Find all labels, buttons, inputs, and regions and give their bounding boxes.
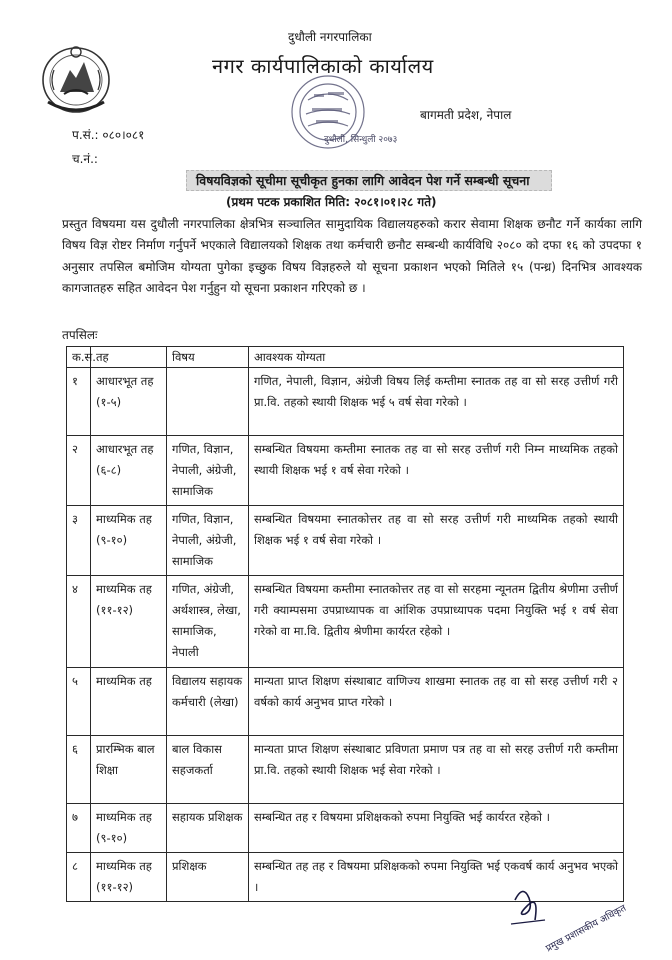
reference-number: प.सं.: ०८०।०८१ — [72, 128, 145, 142]
table-row — [67, 576, 624, 668]
municipality-name: दुधौली नगरपालिका — [288, 30, 372, 44]
row-subject: गणित, अंग्रेजी, अर्थशास्त्र, लेखा, सामाजिक, नेपाली — [167, 576, 249, 668]
table-row — [67, 804, 624, 853]
table-row — [67, 368, 624, 436]
header-sn: क.स. — [67, 347, 91, 368]
table-row — [67, 506, 624, 576]
row-qualification: गणित, नेपाली, विज्ञान, अंग्रेजी विषय लिई कम्तीमा स्नातक तह वा सो सरह उत्तीर्ण गरी प्रा.वि. तहको स्थायी शिक्षक भई ५ वर्ष सेवा गरेको । — [249, 368, 624, 436]
row-level: माध्यमिक तह (११-१२) — [91, 853, 167, 902]
notice-title: विषयविज्ञको सूचीमा सूचीकृत हुनका लागि आवेदन पेश गर्ने सम्बन्धी सूचना — [196, 173, 530, 188]
row-sn: २ — [67, 436, 91, 506]
row-qualification: सम्बन्धित तह तह र विषयमा प्रशिक्षकको रुपमा नियुक्ति भई एकवर्ष कार्य अनुभव भएको । — [249, 853, 624, 902]
row-level: आधारभूत तह (१-५) — [91, 368, 167, 436]
dispatch-number: च.नं.: — [72, 152, 98, 166]
published-date: (प्रथम पटक प्रकाशित मिति: २०८१।०१।२८ गते) — [226, 195, 437, 209]
row-level: आधारभूत तह (६-८) — [91, 436, 167, 506]
table-row — [67, 736, 624, 804]
row-level: माध्यमिक तह (९-१०) — [91, 804, 167, 853]
row-subject: गणित, विज्ञान, नेपाली, अंग्रेजी, सामाजिक — [167, 436, 249, 506]
province-name: बागमती प्रदेश, नेपाल — [420, 108, 512, 122]
row-qualification: सम्बन्धित विषयमा स्नातकोत्तर तह वा सो सरह उत्तीर्ण गरी माध्यमिक तहको स्थायी शिक्षक भई १ वर्ष सेवा गरेको । — [249, 506, 624, 576]
row-sn: ५ — [67, 668, 91, 736]
row-subject: बाल विकास सहजकर्ता — [167, 736, 249, 804]
table-row — [67, 668, 624, 736]
office-name: नगर कार्यपालिकाको कार्यालय — [212, 54, 434, 78]
row-qualification: मान्यता प्राप्त शिक्षण संस्थाबाट वाणिज्य शाखमा स्नातक तह वा सो सरह उत्तीर्ण गरी २ वर्षको कार्य अनुभव प्राप्त गरेको । — [249, 668, 624, 736]
row-level: प्रारम्भिक बाल शिक्षा — [91, 736, 167, 804]
row-qualification: सम्बन्धित विषयमा कम्तीमा स्नातकोत्तर तह वा सो सरहमा न्यूनतम द्वितीय श्रेणीमा उत्तीर्ण गरी क्याम्पसमा उपप्राध्यापक वा आंशिक उपप्राध्यापक पदमा नियुक्ति भई १ वर्ष सेवा गरेको वा मा.वि. द्वितीय श्रेणीमा कार्यरत रहेको । — [249, 576, 624, 668]
table-header-row — [67, 347, 624, 368]
header-qualification: आवश्यक योग्यता — [249, 347, 624, 368]
row-sn: ८ — [67, 853, 91, 902]
row-sn: ४ — [67, 576, 91, 668]
requirements-table — [66, 346, 624, 902]
row-subject: प्रशिक्षक — [167, 853, 249, 902]
row-level: माध्यमिक तह (११-१२) — [91, 576, 167, 668]
row-level: माध्यमिक तह — [91, 668, 167, 736]
header-subject: विषय — [167, 347, 249, 368]
row-subject: सहायक प्रशिक्षक — [167, 804, 249, 853]
nepal-emblem-icon — [40, 40, 112, 116]
office-stamp-icon — [268, 70, 398, 154]
notice-body: प्रस्तुत विषयमा यस दुधौली नगरपालिका क्षेत्रभित्र सञ्चालित सामुदायिक विद्यालयहरुको करार सेवामा शिक्षक छनौट गर्ने कार्यका लागि विषय विज्ञ रोष्टर निर्माण गर्नुपर्ने भएकाले विद्यालयको शिक्षक तथा कर्मचारी छनौट सम्बन्धी कार्यविधि २०८० को दफा १६ को उपदफा १ अनुसार तपसिल बमोजिम योग्यता पुगेका इच्छुक विषय विज्ञहरुले यो सूचना प्रकाशन भएको मितिले १५ (पन्ध्र) दिनभित्र आवश्यक कागजातहरु सहित आवेदन पेश गर्नुहुन यो सूचना प्रकाशन गरिएको छ । — [62, 217, 642, 296]
row-subject — [167, 368, 249, 436]
row-sn: ३ — [67, 506, 91, 576]
row-qualification: सम्बन्धित विषयमा कम्तीमा स्नातक तह वा सो सरह उत्तीर्ण गरी निम्न माध्यमिक तहको स्थायी शिक्षक भई १ वर्ष सेवा गरेको । — [249, 436, 624, 506]
row-qualification: मान्यता प्राप्त शिक्षण संस्थाबाट प्रविणता प्रमाण पत्र तह वा सो सरह उत्तीर्ण गरी कम्तीमा प्रा.वि. तहको स्थायी शिक्षक भई सेवा गरेको । — [249, 736, 624, 804]
row-sn: ६ — [67, 736, 91, 804]
row-sn: १ — [67, 368, 91, 436]
signature-icon — [505, 880, 629, 956]
row-sn: ७ — [67, 804, 91, 853]
table-row — [67, 436, 624, 506]
row-subject: गणित, विज्ञान, नेपाली, अंग्रेजी, सामाजिक — [167, 506, 249, 576]
header-level: तह — [91, 347, 167, 368]
row-level: माध्यमिक तह (९-१०) — [91, 506, 167, 576]
row-subject: विद्यालय सहायक कर्मचारी (लेखा) — [167, 668, 249, 736]
details-label: तपसिलः — [62, 328, 98, 342]
office-stamp-text: दुधौली, सिन्धुली २०७३ — [324, 135, 398, 145]
row-qualification: सम्बन्धित तह र विषयमा प्रशिक्षकको रुपमा नियुक्ति भई कार्यरत रहेको । — [249, 804, 624, 853]
signature-stamp-text: प्रमुख प्रशासकीय अधिकृत — [544, 902, 629, 955]
